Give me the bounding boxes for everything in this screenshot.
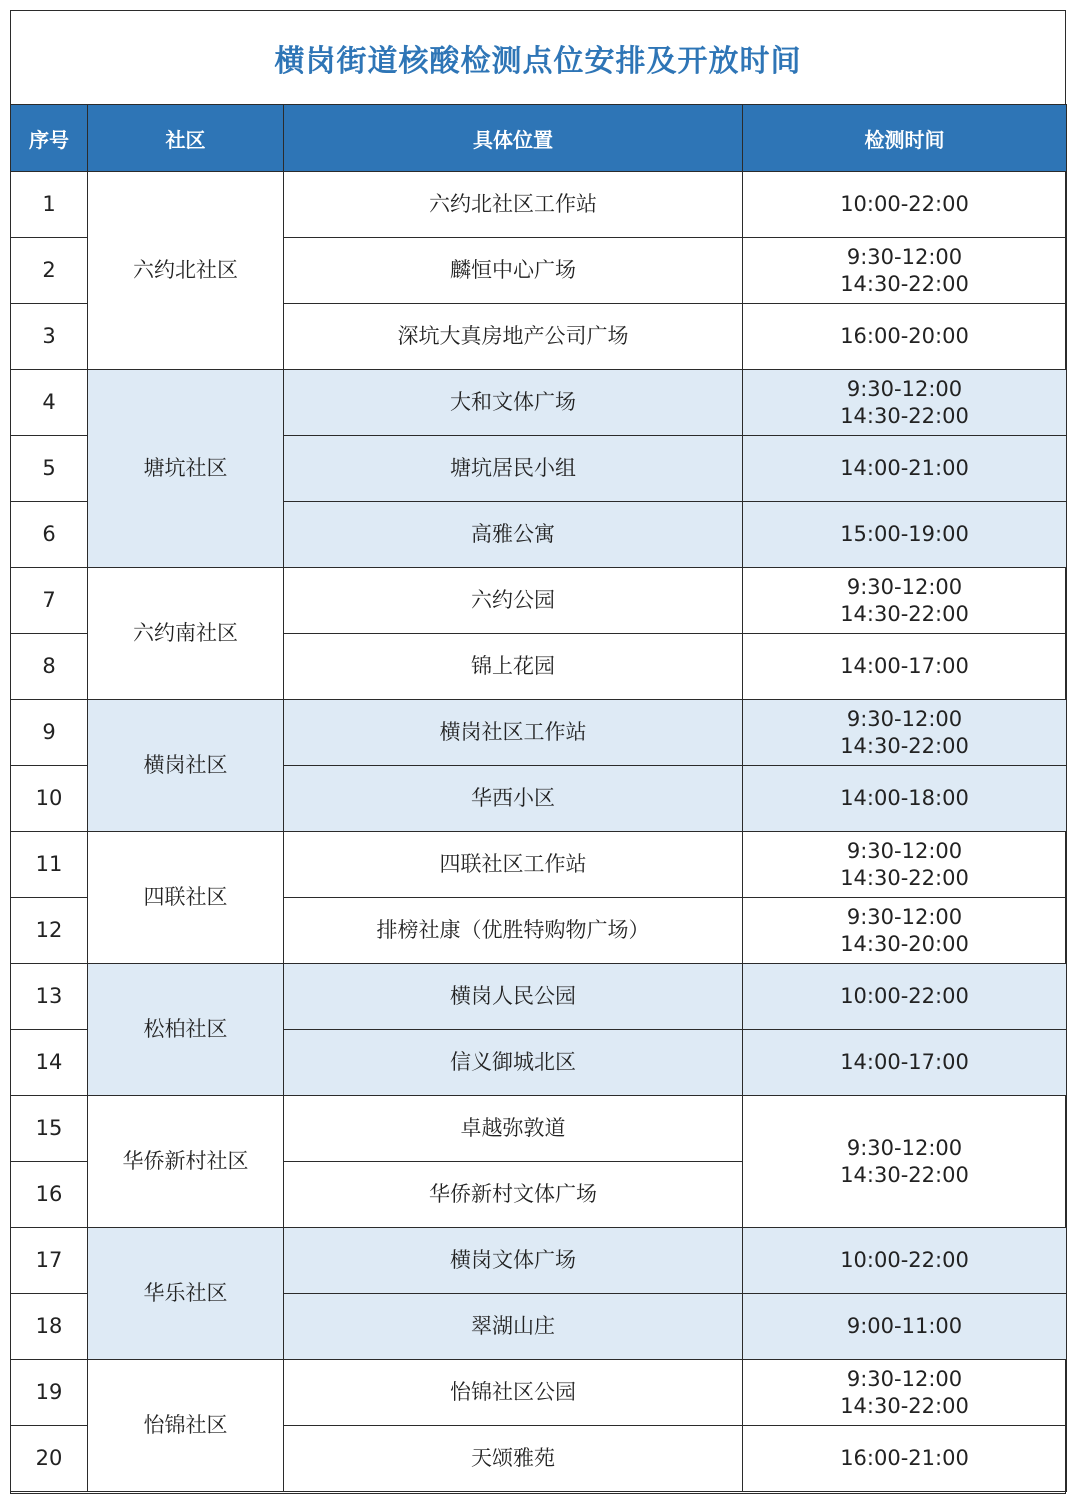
table-row xyxy=(11,1096,1067,1162)
cell-time xyxy=(743,370,1067,436)
cell-no: 20 xyxy=(11,1426,88,1492)
time-range: 14:00-18:00 xyxy=(840,786,969,810)
cell-no: 12 xyxy=(11,898,88,964)
cell-no: 6 xyxy=(11,502,88,568)
cell-no: 5 xyxy=(11,436,88,502)
table-row xyxy=(11,568,1067,634)
cell-no: 14 xyxy=(11,1030,88,1096)
time-range: 9:30-12:00 xyxy=(846,1135,963,1160)
cell-community: 六约南社区 xyxy=(88,568,284,700)
header-no: 序号 xyxy=(11,105,88,172)
table-body xyxy=(11,172,1067,1492)
table-row xyxy=(11,1228,1067,1294)
header-location: 具体位置 xyxy=(284,105,743,172)
cell-time xyxy=(743,1294,1067,1360)
cell-location: 横岗人民公园 xyxy=(284,964,743,1030)
time-range: 9:30-12:00 xyxy=(846,706,963,731)
time-range: 9:30-12:00 xyxy=(846,574,963,599)
time-range: 14:30-22:00 xyxy=(840,1162,969,1187)
cell-no: 13 xyxy=(11,964,88,1030)
time-range: 14:30-22:00 xyxy=(840,1393,969,1418)
schedule-document xyxy=(10,10,1066,1494)
cell-no: 17 xyxy=(11,1228,88,1294)
table-row xyxy=(11,172,1067,238)
cell-community: 华侨新村社区 xyxy=(88,1096,284,1228)
time-range: 14:00-17:00 xyxy=(840,1050,969,1074)
cell-location: 大和文体广场 xyxy=(284,370,743,436)
table-row xyxy=(11,832,1067,898)
time-range: 14:00-21:00 xyxy=(840,456,969,480)
time-range: 15:00-19:00 xyxy=(840,522,969,546)
cell-no: 15 xyxy=(11,1096,88,1162)
cell-time xyxy=(743,502,1067,568)
cell-location: 高雅公寓 xyxy=(284,502,743,568)
cell-time xyxy=(743,568,1067,634)
cell-location: 麟恒中心广场 xyxy=(284,238,743,304)
cell-location: 信义御城北区 xyxy=(284,1030,743,1096)
cell-location: 锦上花园 xyxy=(284,634,743,700)
table-row xyxy=(11,370,1067,436)
cell-location: 怡锦社区公园 xyxy=(284,1360,743,1426)
time-range: 9:30-12:00 xyxy=(846,904,963,929)
cell-location: 四联社区工作站 xyxy=(284,832,743,898)
cell-no: 2 xyxy=(11,238,88,304)
cell-community: 横岗社区 xyxy=(88,700,284,832)
cell-community: 塘坑社区 xyxy=(88,370,284,568)
cell-location: 塘坑居民小组 xyxy=(284,436,743,502)
cell-no: 4 xyxy=(11,370,88,436)
document-title: 横岗街道核酸检测点位安排及开放时间 xyxy=(274,44,802,79)
table-row xyxy=(11,700,1067,766)
cell-location: 排榜社康（优胜特购物广场） xyxy=(284,898,743,964)
testing-sites-table xyxy=(10,104,1067,1492)
cell-no: 7 xyxy=(11,568,88,634)
cell-no: 1 xyxy=(11,172,88,238)
cell-location: 横岗社区工作站 xyxy=(284,700,743,766)
cell-community: 怡锦社区 xyxy=(88,1360,284,1492)
time-range: 14:30-22:00 xyxy=(840,733,969,758)
cell-location: 翠湖山庄 xyxy=(284,1294,743,1360)
time-range: 16:00-20:00 xyxy=(840,324,969,348)
time-range: 9:30-12:00 xyxy=(846,1366,963,1391)
cell-time xyxy=(743,634,1067,700)
cell-no: 9 xyxy=(11,700,88,766)
time-range: 10:00-22:00 xyxy=(840,1248,969,1272)
cell-community: 六约北社区 xyxy=(88,172,284,370)
time-range: 10:00-22:00 xyxy=(840,192,969,216)
cell-time xyxy=(743,1228,1067,1294)
table-row xyxy=(11,964,1067,1030)
cell-no: 19 xyxy=(11,1360,88,1426)
cell-no: 11 xyxy=(11,832,88,898)
cell-community: 华乐社区 xyxy=(88,1228,284,1360)
cell-community: 松柏社区 xyxy=(88,964,284,1096)
table-header-row xyxy=(11,105,1067,172)
time-range: 9:00-11:00 xyxy=(846,1314,963,1338)
cell-time xyxy=(743,898,1067,964)
cell-no: 8 xyxy=(11,634,88,700)
table-row xyxy=(11,1360,1067,1426)
time-range: 14:30-22:00 xyxy=(840,403,969,428)
header-community: 社区 xyxy=(88,105,284,172)
cell-community: 四联社区 xyxy=(88,832,284,964)
cell-location: 华侨新村文体广场 xyxy=(284,1162,743,1228)
cell-time xyxy=(743,700,1067,766)
cell-location: 深坑大真房地产公司广场 xyxy=(284,304,743,370)
cell-time xyxy=(743,1426,1067,1492)
cell-location: 六约公园 xyxy=(284,568,743,634)
cell-location: 六约北社区工作站 xyxy=(284,172,743,238)
cell-time xyxy=(743,1030,1067,1096)
cell-no: 3 xyxy=(11,304,88,370)
time-range: 14:30-22:00 xyxy=(840,271,969,296)
cell-location: 卓越弥敦道 xyxy=(284,1096,743,1162)
header-time: 检测时间 xyxy=(743,105,1067,172)
cell-time xyxy=(743,832,1067,898)
cell-time xyxy=(743,766,1067,832)
time-range: 9:30-12:00 xyxy=(846,244,963,269)
cell-location: 华西小区 xyxy=(284,766,743,832)
time-range: 14:00-17:00 xyxy=(840,654,969,678)
time-range: 9:30-12:00 xyxy=(846,376,963,401)
time-range: 14:30-22:00 xyxy=(840,601,969,626)
cell-time xyxy=(743,238,1067,304)
cell-time xyxy=(743,172,1067,238)
cell-no: 18 xyxy=(11,1294,88,1360)
time-range: 9:30-12:00 xyxy=(846,838,963,863)
time-range: 16:00-21:00 xyxy=(840,1446,969,1470)
time-range: 14:30-20:00 xyxy=(840,931,969,956)
cell-time xyxy=(743,1096,1067,1228)
cell-time xyxy=(743,304,1067,370)
cell-no: 10 xyxy=(11,766,88,832)
time-range: 10:00-22:00 xyxy=(840,984,969,1008)
cell-location: 横岗文体广场 xyxy=(284,1228,743,1294)
cell-time xyxy=(743,1360,1067,1426)
cell-no: 16 xyxy=(11,1162,88,1228)
cell-location: 天颂雅苑 xyxy=(284,1426,743,1492)
cell-time xyxy=(743,964,1067,1030)
cell-time xyxy=(743,436,1067,502)
time-range: 14:30-22:00 xyxy=(840,865,969,890)
